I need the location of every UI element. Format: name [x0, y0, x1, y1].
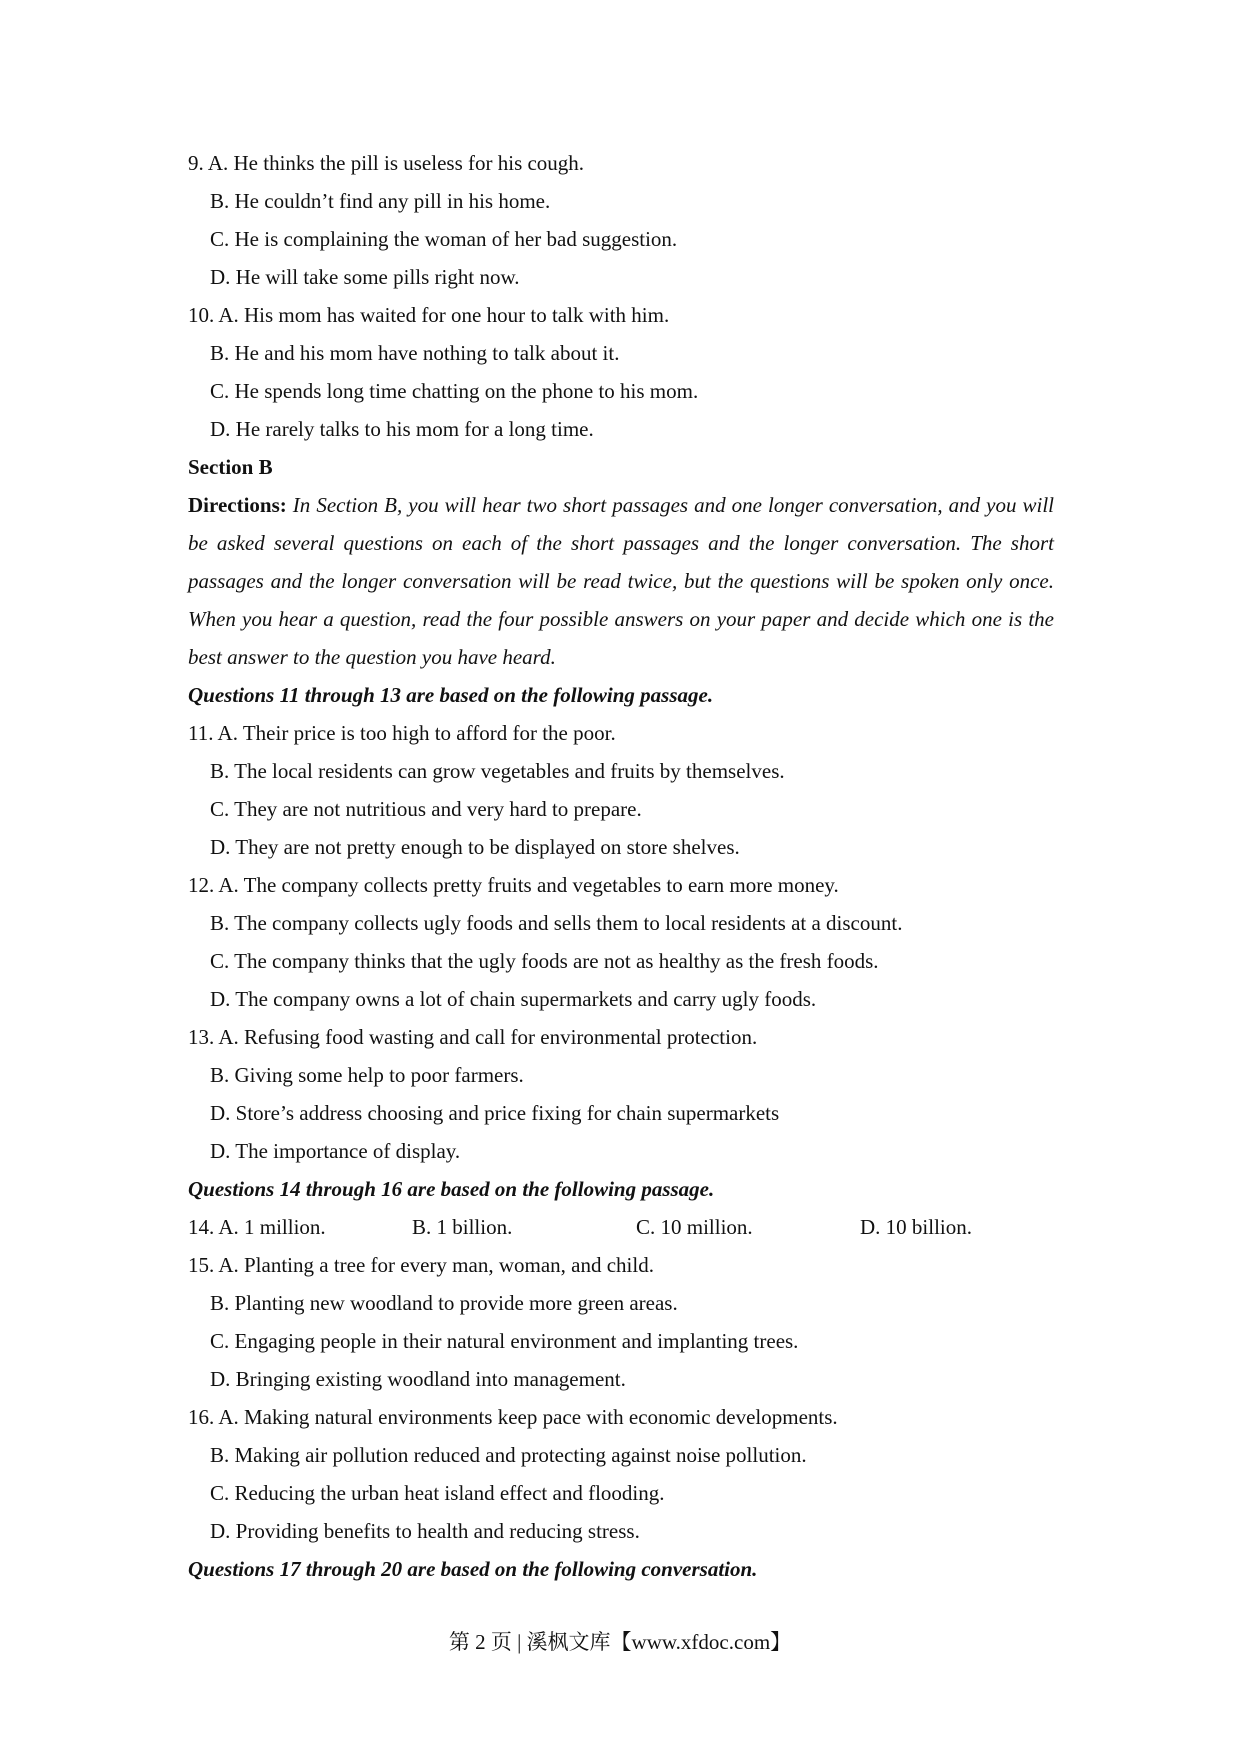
directions-label: Directions:: [188, 493, 287, 517]
q9-option-d: D. He will take some pills right now.: [210, 265, 520, 289]
page-footer: 第 2 页 | 溪枫文库【www.xfdoc.com】: [448, 1630, 792, 1654]
q16-option-d: D. Providing benefits to health and reducing stress.: [210, 1519, 640, 1543]
q11-option-d: D. They are not pretty enough to be displayed on store shelves.: [210, 835, 740, 859]
q13-option-c: D. Store’s address choosing and price fixing for chain supermarkets: [210, 1101, 780, 1125]
group-heading-14-16: Questions 14 through 16 are based on the following passage.: [188, 1177, 715, 1201]
q16-option-a: 16. A. Making natural environments keep pace with economic developments.: [188, 1405, 838, 1429]
q11-option-c: C. They are not nutritious and very hard to prepare.: [210, 797, 642, 821]
q13-option-b: B. Giving some help to poor farmers.: [210, 1063, 524, 1087]
q15-option-a: 15. A. Planting a tree for every man, woman, and child.: [188, 1253, 654, 1277]
group-heading-11-13: Questions 11 through 13 are based on the following passage.: [188, 683, 714, 707]
exam-page: [188, 144, 1054, 1588]
q14-option-c: C. 10 million.: [636, 1215, 753, 1239]
q12-option-d: D. The company owns a lot of chain supermarkets and carry ugly foods.: [210, 987, 817, 1011]
q10-option-a: 10. A. His mom has waited for one hour to talk with him.: [188, 303, 670, 327]
q16-option-c: C. Reducing the urban heat island effect and flooding.: [210, 1481, 665, 1505]
q10-option-d: D. He rarely talks to his mom for a long time.: [210, 417, 594, 441]
q13-option-d: D. The importance of display.: [210, 1139, 461, 1163]
q10-option-b: B. He and his mom have nothing to talk about it.: [210, 341, 620, 365]
q9-option-c: C. He is complaining the woman of her bad suggestion.: [210, 227, 678, 251]
directions-text: In Section B, you will hear two short passages and one longer conversation, and you will be asked several questions on each of the short passages and the longer conversation. The short passages and the longer conversation will be read twice, but the questions will be spoken only once. When you hear a question, read the four possible answers on your paper and decide which one is the best answer to the question you have heard.: [188, 493, 1054, 669]
q12-option-b: B. The company collects ugly foods and sells them to local residents at a discount.: [210, 911, 903, 935]
q14-option-d: D. 10 billion.: [860, 1215, 973, 1239]
q15-option-d: D. Bringing existing woodland into management.: [210, 1367, 626, 1391]
q11-option-b: B. The local residents can grow vegetables and fruits by themselves.: [210, 759, 785, 783]
q14-option-b: B. 1 billion.: [412, 1215, 513, 1239]
section-b-directions: [188, 486, 1054, 676]
q14-options-row: [188, 1208, 1054, 1246]
q13-option-a: 13. A. Refusing food wasting and call for environmental protection.: [188, 1025, 758, 1049]
q12-option-c: C. The company thinks that the ugly foods are not as healthy as the fresh foods.: [210, 949, 879, 973]
q15-option-b: B. Planting new woodland to provide more green areas.: [210, 1291, 678, 1315]
q12-option-a: 12. A. The company collects pretty fruits and vegetables to earn more money.: [188, 873, 839, 897]
q15-option-c: C. Engaging people in their natural environment and implanting trees.: [210, 1329, 799, 1353]
q14-option-a: 14. A. 1 million.: [188, 1215, 326, 1239]
q10-option-c: C. He spends long time chatting on the phone to his mom.: [210, 379, 699, 403]
section-b-title: Section B: [188, 455, 273, 479]
q9-option-b: B. He couldn’t find any pill in his home.: [210, 189, 551, 213]
q16-option-b: B. Making air pollution reduced and protecting against noise pollution.: [210, 1443, 807, 1467]
group-heading-17-20: Questions 17 through 20 are based on the following conversation.: [188, 1557, 758, 1581]
q11-option-a: 11. A. Their price is too high to afford for the poor.: [188, 721, 616, 745]
q9-option-a: 9. A. He thinks the pill is useless for his cough.: [188, 151, 585, 175]
